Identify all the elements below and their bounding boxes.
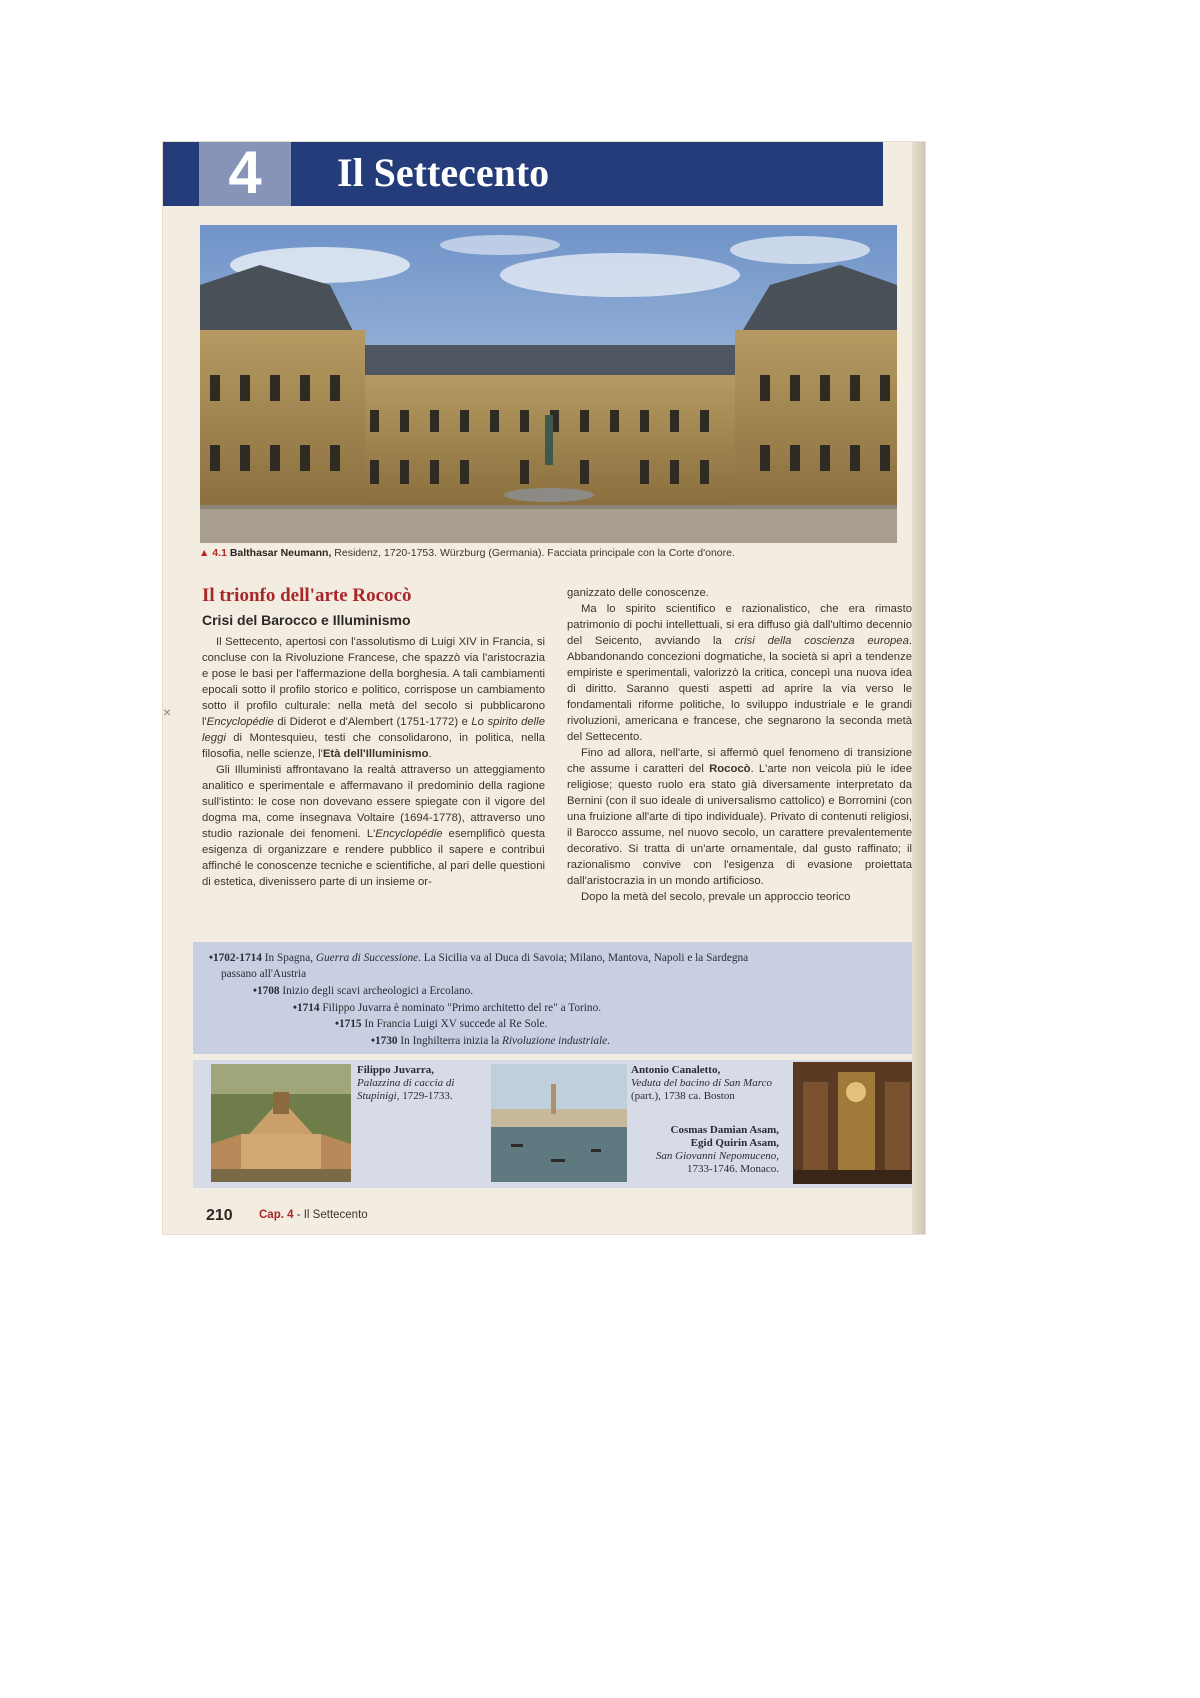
asam-church-thumbnail <box>793 1062 920 1184</box>
caption-author: Balthasar Neumann, <box>229 547 332 559</box>
stupinigi-thumbnail <box>211 1064 351 1182</box>
paragraph: Gli Illuministi affrontavano la realtà attraverso un atteggiamento analitico e sperimentale e affermavano il predominio della ragione sull'istinto: le cose non dovevano essere spiegate con il vigore del dogma ma, come insegnava Voltaire (1694-1778), attraverso uno studio razionale dei fenomeni. L'Encyclopédie esemplificò questa esigenza di organizzare e rendere pubblico il sapere e contribuì affinché le conoscenze tecniche e scientifiche, al pari delle questioni di estetica, divenissero parte di un insieme or- <box>202 764 546 888</box>
book-page <box>163 142 925 1234</box>
chapter-title: Il Settecento <box>337 150 550 195</box>
photo-stupinigi-icon <box>211 1064 351 1182</box>
timeline-entry: •1715 In Francia Luigi XV succede al Re Sole. <box>335 1018 548 1030</box>
canaletto-thumbnail <box>491 1064 627 1182</box>
section-title: Il trionfo dell'arte Rococò <box>202 585 412 606</box>
asam-caption: Cosmas Damian Asam, Egid Quirin Asam, San Giovanni Nepomuceno, 1733-1746. Monaco. <box>655 1124 779 1175</box>
residenz-photo <box>200 225 897 543</box>
page-number: 210 <box>206 1207 233 1224</box>
chapter-number: 4 <box>228 142 262 206</box>
paragraph: Ma lo spirito scientifico e razionalistico, che era rimasto patrimonio di pochi intellettuali, si era diffuso già dall'ultimo decennio del Seicento, avviando la crisi della coscienza europea. Abbandonando concezioni dogmatiche, la società si aprì a tendenze empiriste e sperimentali, valorizzò la critica, concepì una nuova idea di diritto. Saranno questi aspetti ad aprire la via verso le fondamentali riforme politiche, lo sviluppo industriale e le grandi rivoluzioni, americana e francese, che segnarono la seconda metà del Settecento. <box>567 603 912 743</box>
photo-venice-painting-icon <box>491 1064 627 1182</box>
photo-church-interior-icon <box>793 1062 920 1184</box>
left-column <box>202 634 545 890</box>
paragraph: Dopo la metà del secolo, prevale un approccio teorico <box>581 891 851 903</box>
page-edge <box>912 142 925 1234</box>
timeline-entry: •1730 In Inghilterra inizia la Rivoluzione industriale. <box>371 1035 610 1047</box>
margin-mark: × <box>163 704 172 720</box>
paragraph: Il Settecento, apertosi con l'assolutismo di Luigi XIV in Francia, si concluse con la Rivoluzione Francese, che spazzò via l'aristocrazia e pose le basi per l'affermazione della borghesia. A tali cambiamenti epocali sotto il profilo storico e politico, corrispose un cambiamento sotto il profilo culturale: nella metà del secolo si pubblicarono l'Encyclopédie di Diderot e d'Alembert (1751-1772) e Lo spirito delle leggi di Montesquieu, testi che consolidarono, in politica, nella filosofia, nelle scienze, l'Età dell'Illuminismo. <box>202 636 545 760</box>
timeline-entry: •1714 Filippo Juvarra è nominato "Primo architetto del re" a Torino. <box>293 1002 602 1014</box>
paragraph: Fino ad allora, nell'arte, si affermò quel fenomeno di transizione che assume i caratteri del Rococò. L'arte non veicola più le idee religiose; questo ruolo era stato già diversamente interpretato da Bernini (con il suo ideale di universalismo cattolico) e Borromini (con una fruizione all'arte di tipo individuale). Privato di contenuti religiosi, il Barocco assume, nel nuovo secolo, un carattere prevalentemente decorativo. Si tratta di un'arte ornamentale, dal gusto raffinato; il razionalismo convive con l'esigenza di evasione proiettata dall'aristocrazia in un mondo artificioso. <box>567 747 912 887</box>
photo-caption <box>199 547 889 559</box>
timeline-entry: •1702-1714 In Spagna, Guerra di Successione. La Sicilia va al Duca di Savoia; Milano, Mantova, Napoli e la Sardegna <box>209 952 749 964</box>
right-column <box>567 585 912 905</box>
canaletto-caption: Antonio Canaletto, Veduta del bacino di San Marco (part.), 1738 ca. Boston <box>631 1064 773 1102</box>
caption-text: Residenz, 1720-1753. Würzburg (Germania). Facciata principale con la Corte d'onore. <box>334 547 735 559</box>
section-subtitle: Crisi del Barocco e Illuminismo <box>202 612 411 628</box>
timeline-entry: passano all'Austria <box>221 968 307 980</box>
paragraph: ganizzato delle conoscenze. <box>567 587 709 599</box>
timeline-entry: •1708 Inizio degli scavi archeologici a Ercolano. <box>253 985 474 997</box>
photo-residenz-facade-icon <box>200 225 897 543</box>
juvarra-caption: Filippo Juvarra, Palazzina di caccia di Stupinigi, 1729-1733. <box>357 1064 455 1102</box>
running-footer: Cap. 4 - Il Settecento <box>259 1209 368 1221</box>
caption-number: ▲ 4.1 <box>199 547 227 559</box>
